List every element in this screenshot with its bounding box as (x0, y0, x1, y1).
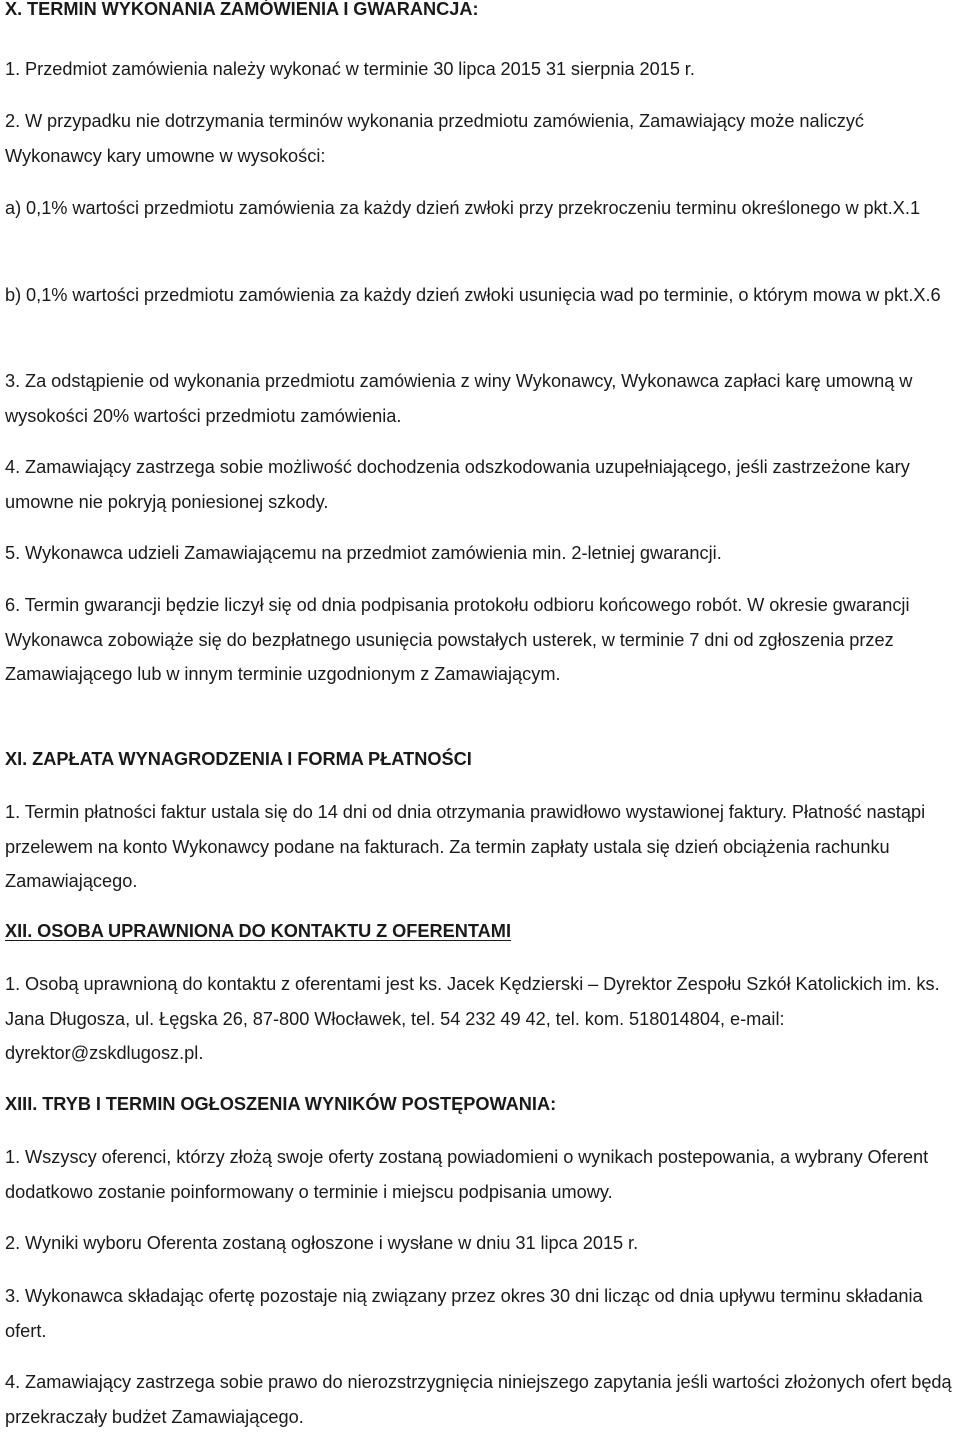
section-x-item-5: 5. Wykonawca udzieli Zamawiającemu na przedmiot zamówienia min. 2-letniej gwarancji. (5, 543, 722, 563)
section-x-item-2: 2. W przypadku nie dotrzymania terminów wykonania przedmiotu zamówienia, Zamawiający może naliczyć Wykonawcy kary umowne w wysokości: (5, 111, 865, 166)
section-x-item-2a: a) 0,1% wartości przedmiotu zamówienia za każdy dzień zwłoki przy przekroczeniu terminu określonego w pkt.X.1 (5, 198, 921, 218)
section-x-item-1: 1. Przedmiot zamówienia należy wykonać w terminie 30 lipca 2015 31 sierpnia 2015 r. (5, 59, 695, 79)
section-xiii-heading: XIII. TRYB I TERMIN OGŁOSZENIA WYNIKÓW POSTĘPOWANIA: (5, 1094, 557, 1114)
section-xiii-item-4: 4. Zamawiający zastrzega sobie prawo do nierozstrzygnięcia niniejszego zapytania jeśli wartości złożonych ofert będą przekraczały budżet Zamawiającego. (5, 1372, 952, 1427)
section-xi-heading: XI. ZAPŁATA WYNAGRODZENIA I FORMA PŁATNOŚCI (5, 749, 472, 769)
section-xii-heading: XII. OSOBA UPRAWNIONA DO KONTAKTU Z OFERENTAMI (5, 921, 512, 941)
section-xi-item-1: 1. Termin płatności faktur ustala się do 14 dni od dnia otrzymania prawidłowo wystawionej faktury. Płatność nastąpi przelewem na konto Wykonawcy podane na fakturach. Za termin zapłaty ustala się dzień obciążenia rachunku Zamawiającego. (5, 802, 926, 891)
section-x-item-2b: b) 0,1% wartości przedmiotu zamówienia za każdy dzień zwłoki usunięcia wad po terminie, o którym mowa w pkt.X.6 (5, 285, 941, 305)
section-x-item-4: 4. Zamawiający zastrzega sobie możliwość dochodzenia odszkodowania uzupełniającego, jeśli zastrzeżone kary umowne nie pokryją poniesionej szkody. (5, 457, 910, 512)
section-x-item-3: 3. Za odstąpienie od wykonania przedmiotu zamówienia z winy Wykonawcy, Wykonawca zapłaci karę umowną w wysokości 20% wartości przedmiotu zamówienia. (5, 371, 913, 426)
section-xiii-item-2: 2. Wyniki wyboru Oferenta zostaną ogłoszone i wysłane w dniu 31 lipca 2015 r. (5, 1233, 639, 1253)
section-xiii-item-3: 3. Wykonawca składając ofertę pozostaje nią związany przez okres 30 dni licząc od dnia upływu terminu składania ofert. (5, 1286, 923, 1341)
section-x-item-6: 6. Termin gwarancji będzie liczył się od dnia podpisania protokołu odbioru końcowego robót. W okresie gwarancji Wykonawca zobowiąże się do bezpłatnego usunięcia powstałych usterek, w terminie 7 dni od zgłoszenia przez Zamawiającego lub w innym terminie uzgodnionym z Zamawiającym. (5, 595, 910, 684)
section-x-heading: X. TERMIN WYKONANIA ZAMÓWIENIA I GWARANCJA: (5, 0, 479, 19)
section-xii-item-1: 1. Osobą uprawnioną do kontaktu z oferentami jest ks. Jacek Kędzierski – Dyrektor Zespołu Szkół Katolickich im. ks. Jana Długosza, ul. Łęgska 26, 87-800 Włocławek, tel. 54 232 49 42, tel. kom. 518014804, e-mail: dyrektor@zskdlugosz.pl. (5, 974, 940, 1063)
section-xiii-item-1: 1. Wszyscy oferenci, którzy złożą swoje oferty zostaną powiadomieni o wynikach postepowania, a wybrany Oferent dodatkowo zostanie poinformowany o terminie i miejscu podpisania umowy. (5, 1147, 929, 1202)
